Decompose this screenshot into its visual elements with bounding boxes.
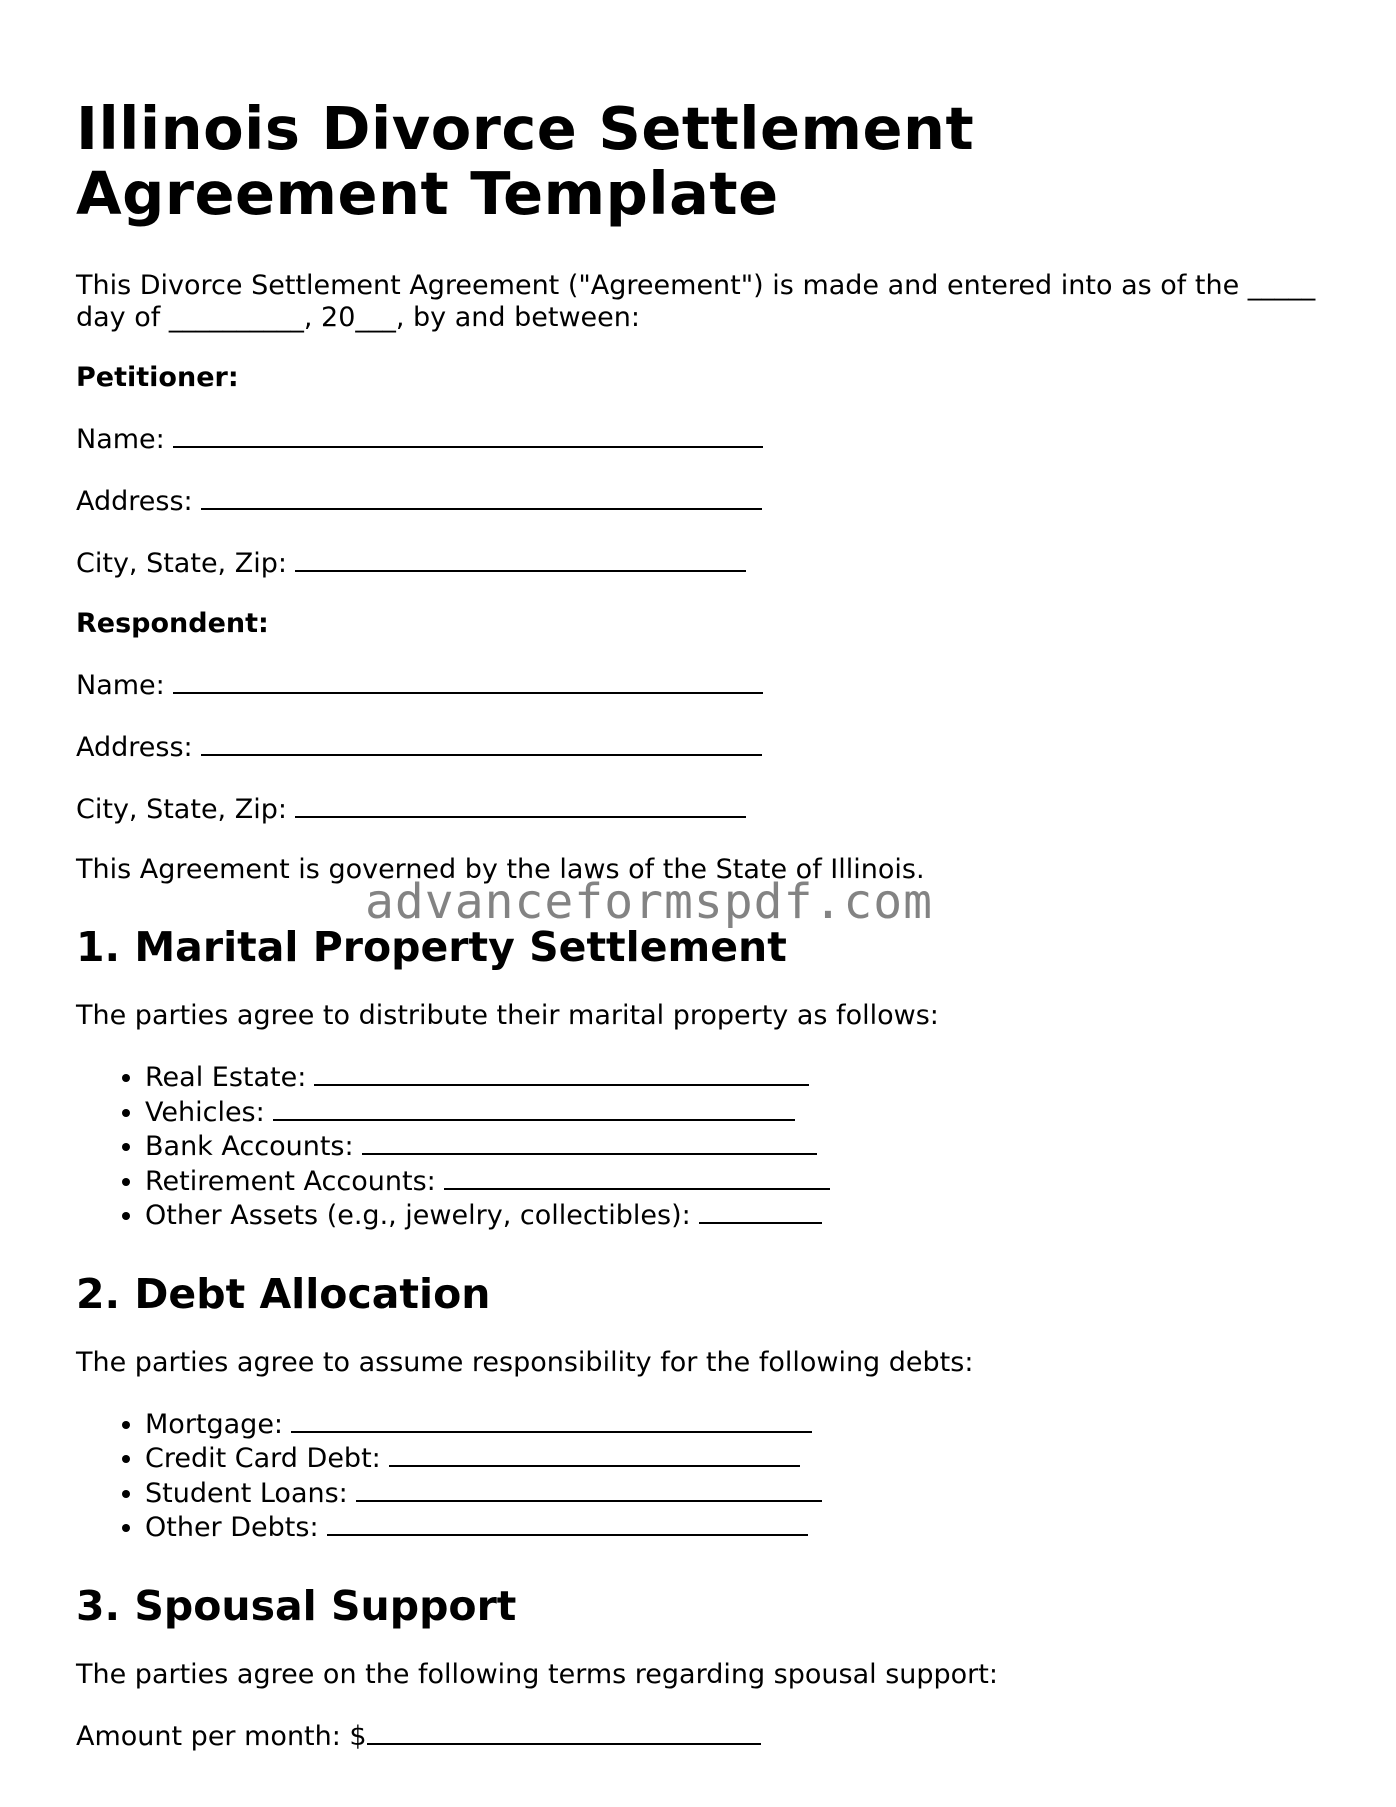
student-loans-field[interactable] bbox=[356, 1476, 822, 1502]
real-estate-field[interactable] bbox=[314, 1060, 809, 1086]
respondent-address-line bbox=[76, 730, 1336, 764]
respondent-city-field[interactable] bbox=[295, 792, 746, 818]
petitioner-name-line bbox=[76, 422, 1336, 456]
other-debts-field[interactable] bbox=[327, 1510, 808, 1536]
section2-heading: 2. Debt Allocation bbox=[76, 1269, 491, 1318]
list-item bbox=[145, 1198, 1336, 1233]
respondent-heading: Respondent: bbox=[76, 608, 269, 639]
amount-per-month-label: Amount per month: $ bbox=[76, 1720, 367, 1752]
petitioner-city-field[interactable] bbox=[295, 546, 746, 572]
amount-per-month-line bbox=[76, 1719, 1336, 1753]
petitioner-address-field[interactable] bbox=[201, 484, 762, 510]
list-item-label: Other Assets (e.g., jewelry, collectibles): bbox=[145, 1200, 691, 1231]
watermark: advanceformspdf.com bbox=[365, 874, 934, 930]
list-item-label: Mortgage: bbox=[145, 1408, 284, 1440]
petitioner-address-label: Address: bbox=[76, 486, 193, 517]
list-item bbox=[145, 1164, 1336, 1199]
respondent-city-line bbox=[76, 792, 1336, 826]
section1-intro: The parties agree to distribute their marital property as follows: bbox=[76, 1000, 939, 1031]
list-item bbox=[145, 1476, 1336, 1511]
respondent-city-label: City, State, Zip: bbox=[76, 794, 287, 825]
list-item bbox=[145, 1441, 1336, 1476]
list-item bbox=[145, 1095, 1336, 1130]
petitioner-heading: Petitioner: bbox=[76, 362, 239, 393]
respondent-name-line bbox=[76, 668, 1336, 702]
credit-card-debt-field[interactable] bbox=[389, 1441, 800, 1467]
list-item-label: Student Loans: bbox=[145, 1477, 348, 1509]
list-item bbox=[145, 1129, 1336, 1164]
list-item bbox=[145, 1407, 1336, 1442]
list-item-label: Real Estate: bbox=[145, 1062, 307, 1093]
section3-intro: The parties agree on the following terms regarding spousal support: bbox=[76, 1658, 998, 1690]
bank-accounts-field[interactable] bbox=[362, 1129, 817, 1155]
list-item-label: Bank Accounts: bbox=[145, 1131, 354, 1162]
respondent-name-field[interactable] bbox=[173, 668, 763, 694]
list-item-label: Credit Card Debt: bbox=[145, 1443, 381, 1474]
respondent-address-field[interactable] bbox=[201, 730, 762, 756]
other-assets-field[interactable] bbox=[699, 1198, 822, 1224]
section1-heading: 1. Marital Property Settlement bbox=[76, 923, 787, 971]
respondent-name-label: Name: bbox=[76, 670, 165, 701]
property-list bbox=[76, 1060, 1336, 1233]
petitioner-name-field[interactable] bbox=[173, 422, 763, 448]
vehicles-field[interactable] bbox=[273, 1095, 795, 1121]
document-title: Illinois Divorce Settlement Agreement Template bbox=[76, 94, 975, 228]
respondent-address-label: Address: bbox=[76, 732, 193, 763]
document-page bbox=[76, 96, 1336, 1781]
petitioner-name-label: Name: bbox=[76, 424, 165, 455]
retirement-accounts-field[interactable] bbox=[444, 1164, 830, 1190]
list-item bbox=[145, 1060, 1336, 1095]
petitioner-address-line bbox=[76, 484, 1336, 518]
amount-per-month-field[interactable] bbox=[367, 1719, 761, 1745]
debt-list bbox=[76, 1407, 1336, 1545]
petitioner-city-line bbox=[76, 546, 1336, 580]
mortgage-field[interactable] bbox=[291, 1407, 812, 1433]
list-item-label: Retirement Accounts: bbox=[145, 1165, 436, 1197]
list-item-label: Vehicles: bbox=[145, 1096, 265, 1128]
list-item-label: Other Debts: bbox=[145, 1512, 319, 1543]
section2-intro: The parties agree to assume responsibility for the following debts: bbox=[76, 1346, 974, 1378]
section3-heading: 3. Spousal Support bbox=[76, 1581, 517, 1630]
intro-paragraph: This Divorce Settlement Agreement ("Agreement") is made and entered into as of the _____ day of __________, 20___, by and between: bbox=[76, 270, 1316, 333]
petitioner-city-label: City, State, Zip: bbox=[76, 548, 287, 579]
governing-law-text: This Agreement is governed by the laws of the State of Illinois. bbox=[76, 854, 925, 885]
list-item bbox=[145, 1510, 1336, 1545]
